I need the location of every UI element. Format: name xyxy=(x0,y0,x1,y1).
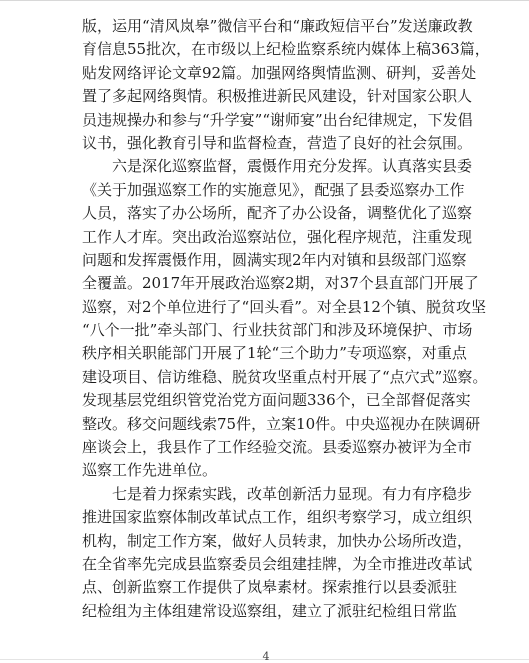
text-line: 全覆盖。2017年开展政治巡察2期，对37个县直部门开展了 xyxy=(82,274,479,293)
text-line: 《关于加强巡察工作的实施意见》，配强了县委巡察办工作 xyxy=(82,180,465,199)
paragraph xyxy=(82,483,473,623)
text-line: 育信息55批次，在市级以上纪检监察系统内媒体上稿363篇， xyxy=(82,40,490,59)
text-line: 六是深化巡察监督，震慑作用充分发挥。认真落实县委 xyxy=(112,157,473,176)
text-line: 建设项目、信访维稳、脱贫攻坚重点村开展了“点穴式”巡察。 xyxy=(82,367,488,386)
text-line: “八个一批”牵头部门、行业扶贫部门和涉及环境保护、市场 xyxy=(82,321,473,340)
paragraph xyxy=(82,155,488,482)
text-line: 问题和发挥震慑作用，圆满实现2年内对镇和县级部门巡察 xyxy=(82,250,467,269)
text-line: 推进国家监察体制改革试点工作，组织考察学习，成立组织 xyxy=(82,508,473,527)
text-line: 七是着力探索实践，改革创新活力显现。有力有序稳步 xyxy=(112,484,473,503)
text-line: 贴发网络评论文章92篇。加强网络舆情监测、研判，妥善处 xyxy=(82,63,477,82)
text-line: 置了多起网络舆情。积极推进新民风建设，针对国家公职人 xyxy=(82,87,473,106)
text-line: 版，运用“清风岚皋”微信平台和“廉政短信平台”发送廉政教 xyxy=(82,17,473,35)
text-line: 巡察，对2个单位进行了“回头看”。对全县12个镇、脱贫攻坚 xyxy=(82,297,486,316)
text-line: 纪检组为主体组建常设巡察组，建立了派驻纪检组日常监 xyxy=(82,601,458,620)
text-line: 座谈会上，我县作了工作经验交流。县委巡察办被评为全市 xyxy=(82,438,473,457)
text-line: 秩序相关职能部门开展了1轮“三个助力”专项巡察，对重点 xyxy=(82,344,467,363)
text-line: 点、创新监察工作提供了岚皋素材。探索推行以县委派驻 xyxy=(82,578,458,597)
text-line: 人员，落实了办公场所，配齐了办公设备，调整优化了巡察 xyxy=(82,204,473,223)
text-line: 整改。移交问题线索75件，立案10件。中央巡视办在陕调研 xyxy=(82,414,481,433)
text-line: 发现基层党组织管党治党方面问题336个，已全部督促落实 xyxy=(82,391,471,410)
text-line: 在全省率先完成县监察委员会组建挂牌，为全市推进改革试 xyxy=(82,554,473,573)
text-line: 巡察工作先进单位。 xyxy=(82,461,218,480)
text-line: 员违规操办和参与“升学宴”“谢师宴”出台纪律规定，下发倡 xyxy=(82,110,473,129)
body-text xyxy=(82,15,490,623)
text-line: 机构，制定工作方案，做好人员转隶，加快办公场所改造， xyxy=(82,531,473,550)
text-line: 议书，强化教育引导和监督检查，营造了良好的社会氛围。 xyxy=(82,133,473,152)
text-line: 工作人才库。突出政治巡察站位，强化程序规范，注重发现 xyxy=(82,227,473,246)
page-number: 4 xyxy=(262,650,270,663)
paragraph xyxy=(82,15,490,155)
